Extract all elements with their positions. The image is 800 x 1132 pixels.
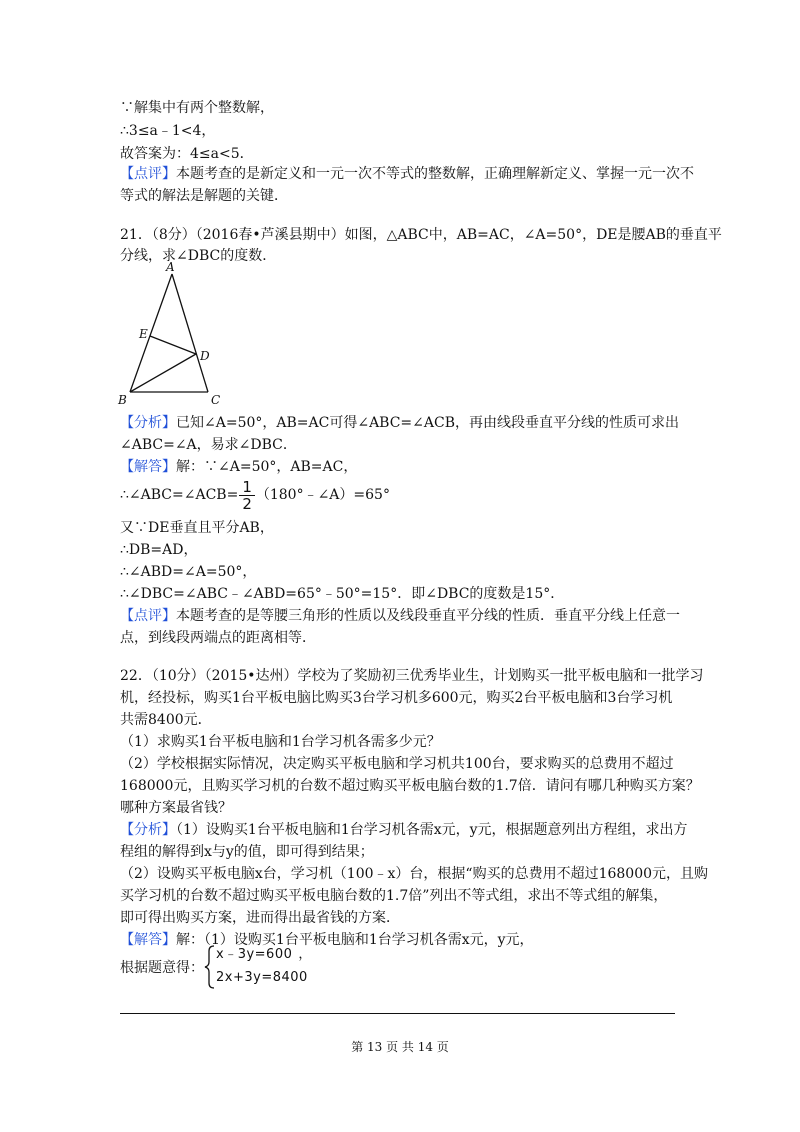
text-line: 故答案为：4≤a<5． <box>120 146 254 162</box>
text-line: ∴∠DBC=∠ABC﹣∠ABD=65°﹣50°=15°．即∠DBC的度数是15°． <box>120 586 565 602</box>
side-ac <box>172 274 208 392</box>
analysis-tag: 【分析】 <box>120 415 176 431</box>
label-b: B <box>118 393 127 407</box>
equation-1-text: x﹣3y=600 <box>216 947 293 962</box>
analysis-line <box>120 413 679 433</box>
segment-ed <box>150 336 196 354</box>
text-line: ∴3≤a﹣1<4， <box>120 123 216 139</box>
answer-text: （180°﹣∠A）=65° <box>255 487 390 503</box>
equation-suffix: ， <box>298 947 312 962</box>
analysis-line <box>120 820 688 840</box>
question-22-stem: 22．（10分）（2015•达州）学校为了奖励初三优秀毕业生，计划购买一批平板电脑和一批学习 <box>120 668 704 684</box>
fraction-line <box>120 477 390 513</box>
side-ab <box>130 274 172 392</box>
triangle-figure <box>110 258 250 408</box>
fraction-denominator: 2 <box>242 494 252 513</box>
brace-symbol <box>204 945 216 989</box>
text-line: ∴∠ABD=∠A=50°， <box>120 564 257 580</box>
answer-text: 解：（1）设购买1台平板电脑和1台学习机各需x元，y元， <box>176 932 534 948</box>
text-line: 点，到线段两端点的距离相等． <box>120 630 316 646</box>
label-d: D <box>200 349 210 363</box>
equation-2: 2x+3y=8400 <box>216 970 308 985</box>
equation-1 <box>216 945 312 965</box>
text-line: 共需8400元． <box>120 712 212 728</box>
analysis-text: （1）设购买1台平板电脑和1台学习机各需x元，y元，根据题意列出方程组，求出方 <box>176 822 688 838</box>
fraction <box>239 479 255 512</box>
label-c: C <box>211 393 221 407</box>
label-e: E <box>139 327 148 341</box>
text-line: （2）设购买平板电脑x台，学习机（100﹣x）台，根据“购买的总费用不超过168000元，且购 <box>120 866 709 882</box>
text-line: 买学习机的台数不超过购买平板电脑台数的1.7倍”列出不等式组，求出不等式组的解集， <box>120 888 668 904</box>
review-line <box>120 164 694 184</box>
answer-tag: 【解答】 <box>120 932 176 948</box>
text-line: 根据题意得： <box>120 960 204 976</box>
text-line: 哪种方案最省钱？ <box>120 800 232 816</box>
answer-text: ∴∠ABC=∠ACB= <box>120 487 239 503</box>
text-line: 机，经投标，购买1台平板电脑比购买3台学习机多600元，购买2台平板电脑和3台学习机 <box>120 690 673 706</box>
analysis-text: 已知∠A=50°，AB=AC可得∠ABC=∠ACB，再由线段垂直平分线的性质可求出 <box>176 415 680 431</box>
review-tag: 【点评】 <box>120 608 176 624</box>
text-line: ∠ABC=∠A，易求∠DBC． <box>120 437 297 453</box>
answer-line <box>120 930 534 950</box>
segment-bd <box>130 354 196 392</box>
review-text: 本题考查的是等腰三角形的性质以及线段垂直平分线的性质．垂直平分线上任意一 <box>176 608 680 624</box>
question-21-stem: 21．（8分）（2016春•芦溪县期中）如图，△ABC中，AB=AC，∠A=50°，DE是腰AB的垂直平 <box>120 227 722 243</box>
text-line: （1）求购买1台平板电脑和1台学习机各需多少元？ <box>120 734 441 750</box>
analysis-tag: 【分析】 <box>120 822 176 838</box>
text-line: 即可得出购买方案，进而得出最省钱的方案． <box>120 910 400 926</box>
text-line: 168000元，且购买学习机的台数不超过购买平板电脑台数的1.7倍．请问有哪几种购买方案？ <box>120 778 700 794</box>
footer-divider <box>120 1013 675 1014</box>
text-line: 程组的解得到x与y的值，即可得到结果； <box>120 844 374 860</box>
answer-tag: 【解答】 <box>120 459 176 475</box>
text-line: 又∵DE垂直且平分AB， <box>120 520 274 536</box>
text-line: 分线，求∠DBC的度数． <box>120 248 277 264</box>
review-text: 本题考查的是新定义和一元一次不等式的整数解，正确理解新定义、掌握一元一次不 <box>176 166 694 182</box>
text-line: 等式的解法是解题的关键． <box>120 188 288 204</box>
fraction-numerator: 1 <box>239 479 255 496</box>
label-a: A <box>166 260 175 274</box>
answer-line <box>120 457 357 477</box>
answer-text: 解：∵∠A=50°，AB=AC， <box>176 459 358 475</box>
page-number: 第 13 页 共 14 页 <box>351 1040 449 1054</box>
review-tag: 【点评】 <box>120 166 176 182</box>
text-line: （2）学校根据实际情况，决定购买平板电脑和学习机共100台，要求购买的总费用不超过 <box>120 756 674 772</box>
text-line: ∴DB=AD， <box>120 542 198 558</box>
text-line: ∵解集中有两个整数解， <box>120 100 274 116</box>
review-line <box>120 606 680 626</box>
